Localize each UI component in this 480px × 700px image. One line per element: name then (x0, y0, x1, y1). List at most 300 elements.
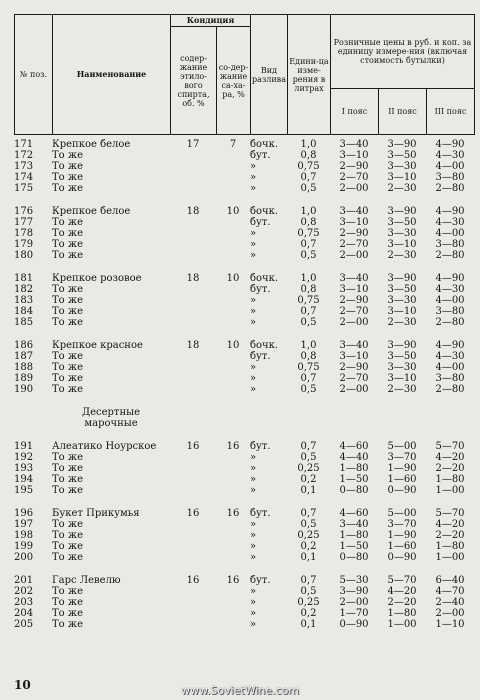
price-zone-3: 2—00 (435, 608, 465, 619)
price-zone-3: 2—20 (435, 530, 465, 541)
bottling-kind: » (250, 161, 257, 172)
volume-liters: 0,8 (300, 284, 317, 295)
price-zone-1: 3—40 (339, 206, 369, 217)
table-row (14, 250, 474, 261)
alcohol-content (170, 317, 216, 328)
table-row (14, 295, 474, 306)
price-zone-3: 3—80 (435, 306, 465, 317)
table-row (14, 306, 474, 317)
price-zone-2: 1—90 (387, 530, 417, 541)
alcohol-content (170, 452, 216, 463)
position-number: 175 (14, 183, 34, 194)
volume-liters: 0,5 (300, 452, 317, 463)
price-zone-1: 2—70 (339, 306, 369, 317)
header-name: Наименование (53, 15, 171, 135)
sugar-content (216, 384, 250, 395)
price-zone-3: 4—90 (435, 273, 465, 284)
volume-liters: 0,7 (300, 441, 317, 452)
volume-liters: 0,5 (300, 519, 317, 530)
position-number: 188 (14, 362, 34, 373)
sugar-content (216, 519, 250, 530)
wine-name: То же (52, 597, 83, 608)
wine-name: То же (52, 183, 83, 194)
volume-liters: 1,0 (300, 206, 317, 217)
price-zone-2: 4—20 (387, 586, 417, 597)
table-header (14, 14, 475, 135)
price-zone-3: 4—20 (435, 519, 465, 530)
price-zone-3: 4—00 (435, 228, 465, 239)
wine-name: То же (52, 217, 83, 228)
alcohol-content (170, 239, 216, 250)
table-row (14, 463, 474, 474)
volume-liters: 0,25 (297, 530, 320, 541)
price-zone-2: 0—90 (387, 552, 417, 563)
table-row (14, 228, 474, 239)
price-zone-1: 1—50 (339, 474, 369, 485)
bottling-kind: » (250, 306, 257, 317)
sugar-content: 16 (226, 441, 240, 452)
bottling-kind: » (250, 541, 257, 552)
price-zone-1: 1—80 (339, 530, 369, 541)
wine-name: Алеатико Ноурское (52, 441, 157, 452)
position-number: 181 (14, 273, 34, 284)
alcohol-content: 18 (186, 340, 200, 351)
position-number: 183 (14, 295, 34, 306)
group-spacer (14, 328, 474, 340)
price-zone-1: 2—90 (339, 161, 369, 172)
bottling-kind: бут. (250, 217, 271, 228)
volume-liters: 0,5 (300, 250, 317, 261)
price-zone-3: 2—80 (435, 317, 465, 328)
volume-liters: 0,5 (300, 384, 317, 395)
price-zone-1: 2—00 (339, 597, 369, 608)
price-zone-2: 1—90 (387, 463, 417, 474)
price-zone-2: 5—00 (387, 441, 417, 452)
bottling-kind: бут. (250, 441, 271, 452)
price-zone-2: 3—30 (387, 161, 417, 172)
alcohol-content (170, 463, 216, 474)
price-zone-2: 3—30 (387, 228, 417, 239)
position-number: 202 (14, 586, 34, 597)
price-zone-2: 0—90 (387, 485, 417, 496)
sugar-content: 7 (229, 139, 237, 150)
position-number: 176 (14, 206, 34, 217)
bottling-kind: » (250, 295, 257, 306)
price-zone-3: 1—00 (435, 485, 465, 496)
alcohol-content (170, 228, 216, 239)
alcohol-content (170, 295, 216, 306)
bottling-kind: » (250, 384, 257, 395)
sugar-content (216, 317, 250, 328)
volume-liters: 0,8 (300, 351, 317, 362)
sugar-content: 10 (226, 340, 240, 351)
volume-liters: 0,25 (297, 463, 320, 474)
price-zone-1: 3—40 (339, 519, 369, 530)
price-zone-3: 3—80 (435, 239, 465, 250)
position-number: 172 (14, 150, 34, 161)
bottling-kind: » (250, 608, 257, 619)
wine-name: Гарс Левелю (52, 575, 121, 586)
table-row (14, 362, 474, 373)
group-spacer (14, 261, 474, 273)
sugar-content (216, 608, 250, 619)
sugar-content (216, 452, 250, 463)
table-row (14, 619, 474, 630)
price-zone-2: 3—90 (387, 273, 417, 284)
volume-liters: 0,2 (300, 608, 317, 619)
bottling-kind: » (250, 586, 257, 597)
sugar-content (216, 250, 250, 261)
table-row (14, 139, 474, 150)
alcohol-content (170, 597, 216, 608)
volume-liters: 1,0 (300, 273, 317, 284)
bottling-kind: » (250, 317, 257, 328)
price-zone-3: 3—80 (435, 373, 465, 384)
wine-name: То же (52, 373, 83, 384)
sugar-content (216, 150, 250, 161)
sugar-content (216, 541, 250, 552)
volume-liters: 0,1 (300, 619, 317, 630)
position-number: 204 (14, 608, 34, 619)
wine-name: То же (52, 284, 83, 295)
position-number: 184 (14, 306, 34, 317)
price-zone-1: 1—50 (339, 541, 369, 552)
position-number: 197 (14, 519, 34, 530)
wine-name: То же (52, 463, 83, 474)
alcohol-content (170, 519, 216, 530)
alcohol-content: 16 (186, 441, 200, 452)
position-number: 186 (14, 340, 34, 351)
volume-liters: 0,2 (300, 541, 317, 552)
bottling-kind: » (250, 362, 257, 373)
bottling-kind: » (250, 172, 257, 183)
alcohol-content (170, 217, 216, 228)
price-zone-1: 2—90 (339, 295, 369, 306)
header-num: № поз. (15, 15, 53, 135)
price-zone-1: 2—00 (339, 317, 369, 328)
table-row (14, 351, 474, 362)
group-spacer (14, 395, 474, 407)
sugar-content (216, 295, 250, 306)
position-number: 191 (14, 441, 34, 452)
bottling-kind: » (250, 519, 257, 530)
position-number: 189 (14, 373, 34, 384)
bottling-kind: » (250, 530, 257, 541)
price-table (14, 139, 474, 630)
table-row (14, 150, 474, 161)
price-zone-3: 2—40 (435, 597, 465, 608)
price-zone-1: 4—60 (339, 441, 369, 452)
alcohol-content (170, 608, 216, 619)
wine-name: То же (52, 519, 83, 530)
alcohol-content (170, 586, 216, 597)
bottling-kind: бут. (250, 150, 271, 161)
alcohol-content (170, 161, 216, 172)
wine-name: Крепкое белое (52, 206, 131, 217)
sugar-content (216, 172, 250, 183)
wine-name: То же (52, 619, 83, 630)
price-zone-3: 2—80 (435, 250, 465, 261)
price-zone-3: 1—80 (435, 541, 465, 552)
position-number: 198 (14, 530, 34, 541)
header-alcohol: содер-жание этило-вого спирта, об. % (171, 27, 217, 135)
price-zone-2: 1—60 (387, 541, 417, 552)
alcohol-content: 16 (186, 575, 200, 586)
price-zone-2: 3—10 (387, 172, 417, 183)
table-row (14, 217, 474, 228)
sugar-content (216, 373, 250, 384)
table-row (14, 441, 474, 452)
sugar-content (216, 161, 250, 172)
bottling-kind: бут. (250, 284, 271, 295)
table-row (14, 172, 474, 183)
table-row (14, 552, 474, 563)
table-row (14, 608, 474, 619)
volume-liters: 0,1 (300, 552, 317, 563)
bottling-kind: » (250, 239, 257, 250)
wine-name: Букет Прикумья (52, 508, 140, 519)
bottling-kind: бочк. (250, 340, 279, 351)
wine-name: То же (52, 485, 83, 496)
wine-name: То же (52, 384, 83, 395)
sugar-content (216, 619, 250, 630)
price-zone-3: 4—90 (435, 340, 465, 351)
header-price-title: Розничные цены в руб. и коп. за единицу измере-ния (включая стоимость бутылки) (331, 15, 475, 89)
position-number: 179 (14, 239, 34, 250)
header-unit: Едини-ца изме-рения в литрах (288, 15, 331, 135)
table-row (14, 541, 474, 552)
price-zone-3: 4—30 (435, 284, 465, 295)
volume-liters: 0,75 (297, 161, 320, 172)
price-zone-3: 4—90 (435, 206, 465, 217)
table-row (14, 284, 474, 295)
price-zone-3: 2—80 (435, 384, 465, 395)
volume-liters: 1,0 (300, 340, 317, 351)
bottling-kind: » (250, 552, 257, 563)
price-zone-3: 2—80 (435, 183, 465, 194)
group-spacer (14, 194, 474, 206)
table-row (14, 317, 474, 328)
alcohol-content (170, 474, 216, 485)
price-zone-2: 3—10 (387, 306, 417, 317)
section-heading: марочные (84, 418, 138, 429)
volume-liters: 0,75 (297, 228, 320, 239)
wine-name: Крепкое красное (52, 340, 143, 351)
wine-name: То же (52, 362, 83, 373)
volume-liters: 0,7 (300, 172, 317, 183)
volume-liters: 0,75 (297, 362, 320, 373)
section-heading: Десертные (81, 407, 141, 418)
price-zone-1: 3—40 (339, 273, 369, 284)
position-number: 203 (14, 597, 34, 608)
sugar-content (216, 183, 250, 194)
alcohol-content (170, 541, 216, 552)
price-zone-1: 3—90 (339, 586, 369, 597)
price-zone-3: 4—00 (435, 161, 465, 172)
price-zone-3: 4—30 (435, 351, 465, 362)
price-zone-2: 3—90 (387, 139, 417, 150)
price-zone-1: 2—00 (339, 384, 369, 395)
volume-liters: 0,75 (297, 295, 320, 306)
wine-name: То же (52, 552, 83, 563)
price-zone-1: 2—00 (339, 183, 369, 194)
wine-name: Крепкое белое (52, 139, 131, 150)
price-zone-2: 1—60 (387, 474, 417, 485)
price-zone-2: 2—30 (387, 317, 417, 328)
wine-name: То же (52, 452, 83, 463)
header-sugar: со-дер-жание са-ха-ра, % (217, 27, 251, 135)
header-kind: Вид разлива (251, 15, 288, 135)
wine-name: То же (52, 317, 83, 328)
volume-liters: 0,5 (300, 586, 317, 597)
bottling-kind: » (250, 373, 257, 384)
price-zone-1: 2—70 (339, 373, 369, 384)
price-zone-1: 4—40 (339, 452, 369, 463)
position-number: 199 (14, 541, 34, 552)
bottling-kind: » (250, 250, 257, 261)
price-zone-1: 4—60 (339, 508, 369, 519)
wine-name: То же (52, 172, 83, 183)
page-number: 10 (14, 678, 31, 692)
sugar-content (216, 485, 250, 496)
price-zone-1: 0—80 (339, 552, 369, 563)
alcohol-content (170, 619, 216, 630)
price-zone-2: 5—70 (387, 575, 417, 586)
price-zone-1: 3—40 (339, 340, 369, 351)
price-zone-2: 3—70 (387, 452, 417, 463)
price-zone-2: 3—70 (387, 519, 417, 530)
volume-liters: 0,7 (300, 239, 317, 250)
sugar-content (216, 474, 250, 485)
price-zone-2: 1—80 (387, 608, 417, 619)
price-zone-2: 3—10 (387, 373, 417, 384)
bottling-kind: » (250, 474, 257, 485)
price-zone-1: 2—00 (339, 250, 369, 261)
price-zone-3: 6—40 (435, 575, 465, 586)
position-number: 174 (14, 172, 34, 183)
price-zone-3: 1—00 (435, 552, 465, 563)
sugar-content (216, 217, 250, 228)
header-zone-1: I пояс (331, 89, 379, 135)
header-condition: Кондиция (171, 15, 251, 27)
price-zone-1: 2—70 (339, 239, 369, 250)
price-zone-2: 3—50 (387, 351, 417, 362)
table-row (14, 340, 474, 351)
sugar-content (216, 586, 250, 597)
alcohol-content: 18 (186, 273, 200, 284)
bottling-kind: » (250, 452, 257, 463)
price-zone-2: 1—00 (387, 619, 417, 630)
section-heading-row (14, 407, 474, 418)
sugar-content (216, 463, 250, 474)
position-number: 195 (14, 485, 34, 496)
wine-name: То же (52, 306, 83, 317)
bottling-kind: бут. (250, 575, 271, 586)
table-row (14, 183, 474, 194)
price-zone-1: 2—90 (339, 362, 369, 373)
bottling-kind: » (250, 597, 257, 608)
wine-name: То же (52, 541, 83, 552)
volume-liters: 0,7 (300, 306, 317, 317)
alcohol-content (170, 183, 216, 194)
wine-name: То же (52, 351, 83, 362)
position-number: 177 (14, 217, 34, 228)
wine-name: То же (52, 228, 83, 239)
price-zone-1: 3—40 (339, 139, 369, 150)
volume-liters: 0,5 (300, 183, 317, 194)
price-zone-1: 1—80 (339, 463, 369, 474)
group-spacer (14, 496, 474, 508)
price-zone-2: 2—20 (387, 597, 417, 608)
price-zone-1: 2—70 (339, 172, 369, 183)
wine-name: То же (52, 239, 83, 250)
position-number: 192 (14, 452, 34, 463)
price-zone-1: 2—90 (339, 228, 369, 239)
alcohol-content: 16 (186, 508, 200, 519)
price-zone-2: 3—90 (387, 340, 417, 351)
price-zone-2: 3—50 (387, 284, 417, 295)
bottling-kind: бочк. (250, 273, 279, 284)
volume-liters: 0,2 (300, 474, 317, 485)
table-row (14, 474, 474, 485)
table-row (14, 161, 474, 172)
price-zone-1: 3—10 (339, 351, 369, 362)
position-number: 187 (14, 351, 34, 362)
bottling-kind: » (250, 619, 257, 630)
bottling-kind: » (250, 228, 257, 239)
position-number: 205 (14, 619, 34, 630)
alcohol-content (170, 362, 216, 373)
price-zone-2: 3—10 (387, 239, 417, 250)
header-zone-3: III пояс (427, 89, 475, 135)
volume-liters: 0,7 (300, 508, 317, 519)
bottling-kind: бочк. (250, 206, 279, 217)
bottling-kind: бут. (250, 351, 271, 362)
table-row (14, 239, 474, 250)
price-zone-3: 4—70 (435, 586, 465, 597)
watermark: www.SovietWine.com (180, 684, 300, 697)
price-zone-3: 1—80 (435, 474, 465, 485)
price-zone-3: 5—70 (435, 508, 465, 519)
price-zone-2: 2—30 (387, 250, 417, 261)
sugar-content: 16 (226, 575, 240, 586)
alcohol-content (170, 150, 216, 161)
price-zone-1: 1—70 (339, 608, 369, 619)
price-zone-1: 3—10 (339, 217, 369, 228)
alcohol-content: 18 (186, 206, 200, 217)
position-number: 173 (14, 161, 34, 172)
position-number: 201 (14, 575, 34, 586)
position-number: 185 (14, 317, 34, 328)
price-zone-2: 3—30 (387, 295, 417, 306)
sugar-content (216, 597, 250, 608)
sugar-content: 10 (226, 273, 240, 284)
price-zone-1: 0—80 (339, 485, 369, 496)
price-zone-3: 4—30 (435, 150, 465, 161)
sugar-content (216, 284, 250, 295)
volume-liters: 0,25 (297, 597, 320, 608)
price-zone-2: 3—30 (387, 362, 417, 373)
position-number: 178 (14, 228, 34, 239)
table-row (14, 530, 474, 541)
alcohol-content: 17 (186, 139, 200, 150)
volume-liters: 0,1 (300, 485, 317, 496)
price-zone-3: 4—00 (435, 295, 465, 306)
wine-name: То же (52, 161, 83, 172)
wine-name: То же (52, 295, 83, 306)
price-zone-3: 5—70 (435, 441, 465, 452)
position-number: 171 (14, 139, 34, 150)
